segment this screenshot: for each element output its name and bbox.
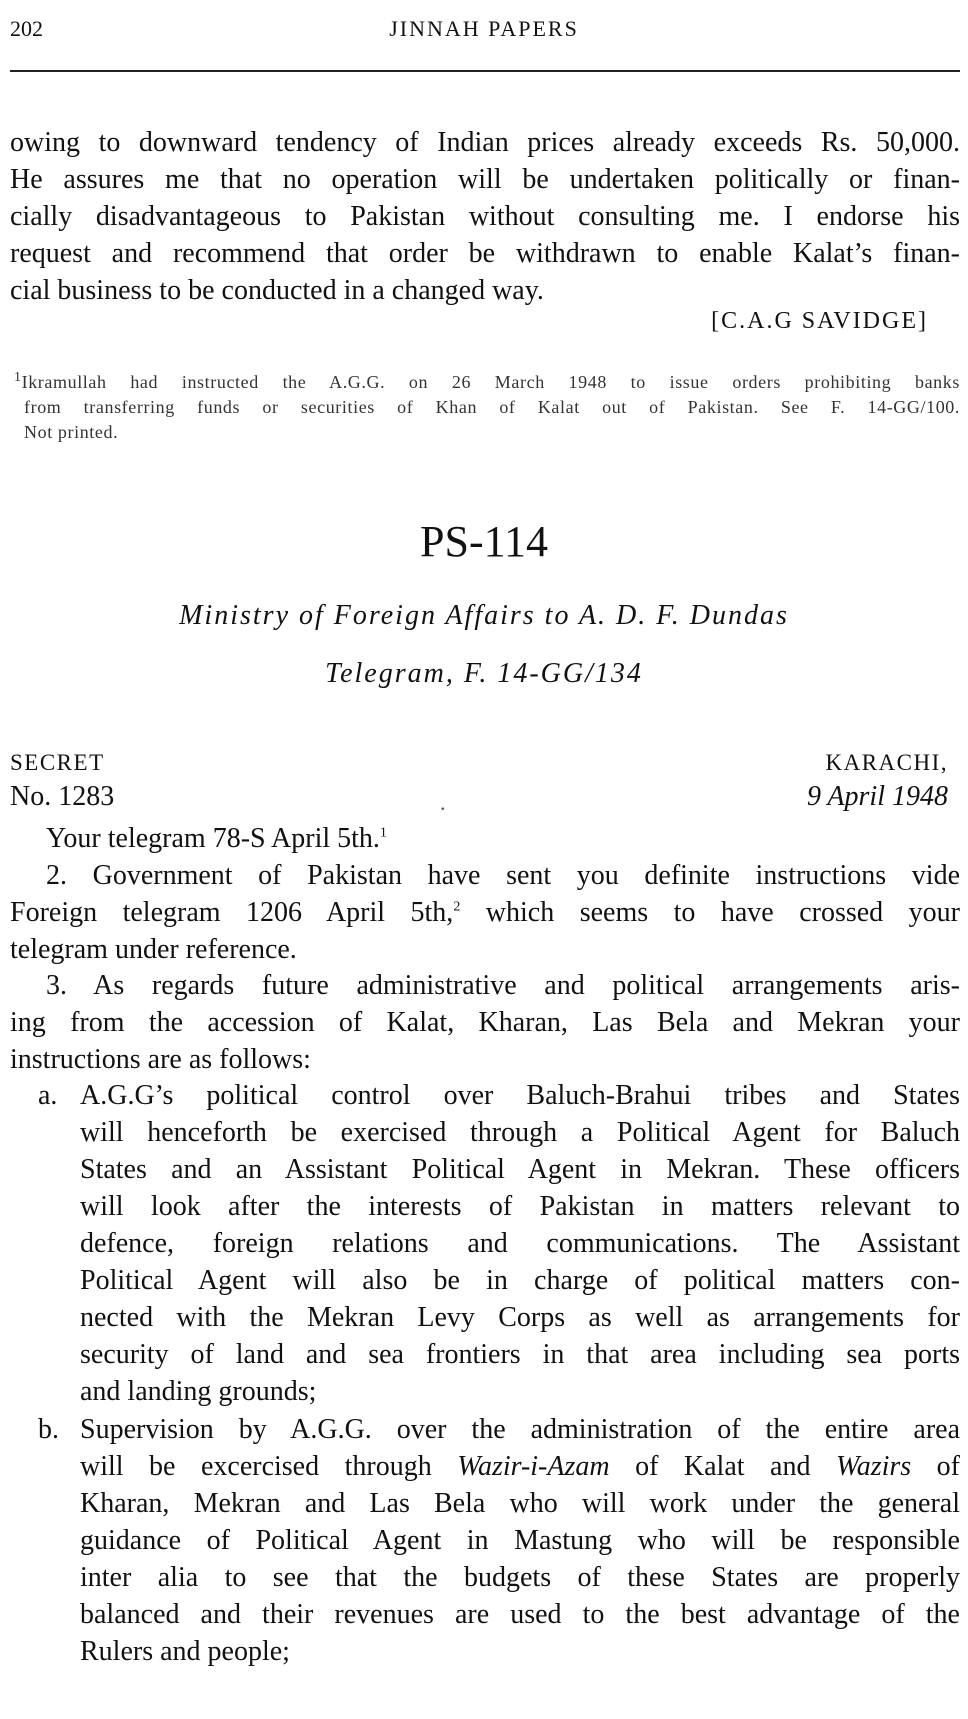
text-line: Your telegram 78-S April 5th.$^1$ bbox=[46, 823, 387, 854]
text-line: He assures me that no operation will be undertaken politically or finan- bbox=[10, 164, 960, 195]
text-line: Kharan, Mekran and Las Bela who will work under the general bbox=[80, 1488, 960, 1519]
date: 9 April 1948 bbox=[806, 781, 948, 812]
place: KARACHI, bbox=[825, 750, 948, 775]
text-line: ing from the accession of Kalat, Kharan, Las Bela and Mekran your bbox=[10, 1007, 960, 1038]
list-item-text bbox=[80, 1077, 960, 1410]
text-line: balanced and their revenues are used to the best advantage of the bbox=[80, 1599, 960, 1630]
list-item-label: b. bbox=[38, 1414, 59, 1445]
text-line: request and recommend that order be withdrawn to enable Kalat’s finan- bbox=[10, 238, 960, 269]
text-line: owing to downward tendency of Indian prices already exceeds Rs. 50,000. bbox=[10, 127, 960, 158]
text-line: telegram under reference. bbox=[10, 934, 297, 965]
text-line: States and an Assistant Political Agent in Mekran. These officers bbox=[80, 1154, 960, 1185]
text-line: Foreign telegram 1206 April 5th,$^2$ which seems to have crossed your bbox=[10, 897, 960, 928]
text-line: Supervision by A.G.G. over the administration of the entire area bbox=[80, 1414, 960, 1445]
italic-term: Wazir-i-Azam bbox=[457, 1451, 610, 1482]
text-line: instructions are as follows: bbox=[10, 1044, 311, 1075]
text-line: nected with the Mekran Levy Corps as well as arrangements for bbox=[80, 1302, 960, 1333]
footnote-marker: 1 bbox=[14, 370, 22, 385]
signature: [C.A.G SAVIDGE] bbox=[711, 308, 928, 334]
text-line: defence, foreign relations and communications. The Assistant bbox=[80, 1228, 960, 1259]
text-line: A.G.G’s political control over Baluch-Brahui tribes and States bbox=[80, 1080, 960, 1111]
list-item-text bbox=[80, 1411, 960, 1670]
text-line: and landing grounds; bbox=[80, 1376, 317, 1407]
footnote-line: Not printed. bbox=[24, 422, 119, 442]
text-line: 3. As regards future administrative and political arrangements aris- bbox=[46, 970, 960, 1001]
footnote-line: from transferring funds or securities of Khan of Kalat out of Pakistan. See F. 14-GG/100. bbox=[24, 397, 960, 417]
paragraph-3 bbox=[10, 967, 960, 1078]
text-line: inter alia to see that the budgets of these States are properly bbox=[80, 1562, 960, 1593]
text-line: cial business to be conducted in a changed way. bbox=[10, 275, 544, 306]
footnote-ref: 1 bbox=[379, 825, 387, 841]
text-line: will be excercised through Wazir-i-Azam of Kalat and Wazirs of bbox=[80, 1451, 960, 1482]
page-number: 202 bbox=[10, 16, 43, 41]
stray-mark: . bbox=[440, 790, 446, 815]
telegram-meta-right bbox=[807, 746, 948, 814]
book-title: JINNAH PAPERS bbox=[389, 16, 579, 41]
continuation-paragraph bbox=[10, 124, 960, 309]
document-heading: Ministry of Foreign Affairs to A. D. F. Dundas bbox=[179, 600, 789, 631]
document-number: PS-114 bbox=[420, 517, 548, 566]
footnote-ref: 2 bbox=[453, 899, 461, 915]
reference-number: No. 1283 bbox=[10, 781, 115, 812]
text-line: Political Agent will also be in charge of political matters con- bbox=[80, 1265, 960, 1296]
italic-term: Wazirs bbox=[835, 1451, 912, 1482]
text-line: will look after the interests of Pakistan in matters relevant to bbox=[80, 1191, 960, 1222]
text-line: guidance of Political Agent in Mastung who will be responsible bbox=[80, 1525, 960, 1556]
text-line: cially disadvantageous to Pakistan without consulting me. I endorse his bbox=[10, 201, 960, 232]
classification: SECRET bbox=[10, 750, 105, 775]
paragraph-2 bbox=[10, 857, 960, 968]
footnote-line: $^1$Ikramullah had instructed the A.G.G. on 26 March 1948 to issue orders prohibiting banks bbox=[14, 370, 960, 392]
running-head bbox=[10, 14, 958, 48]
telegram-meta-left bbox=[10, 746, 114, 814]
header-rule bbox=[10, 70, 960, 72]
footnote bbox=[14, 370, 960, 445]
text-line: will henceforth be exercised through a Political Agent for Baluch bbox=[80, 1117, 960, 1148]
text-line: 2. Government of Pakistan have sent you definite instructions vide bbox=[46, 860, 960, 891]
text-line: security of land and sea frontiers in that area including sea ports bbox=[80, 1339, 960, 1370]
text-line: Rulers and people; bbox=[80, 1636, 290, 1667]
list-item-label: a. bbox=[38, 1080, 58, 1111]
paragraph-1 bbox=[10, 820, 960, 857]
document-subheading: Telegram, F. 14-GG/134 bbox=[325, 658, 643, 689]
